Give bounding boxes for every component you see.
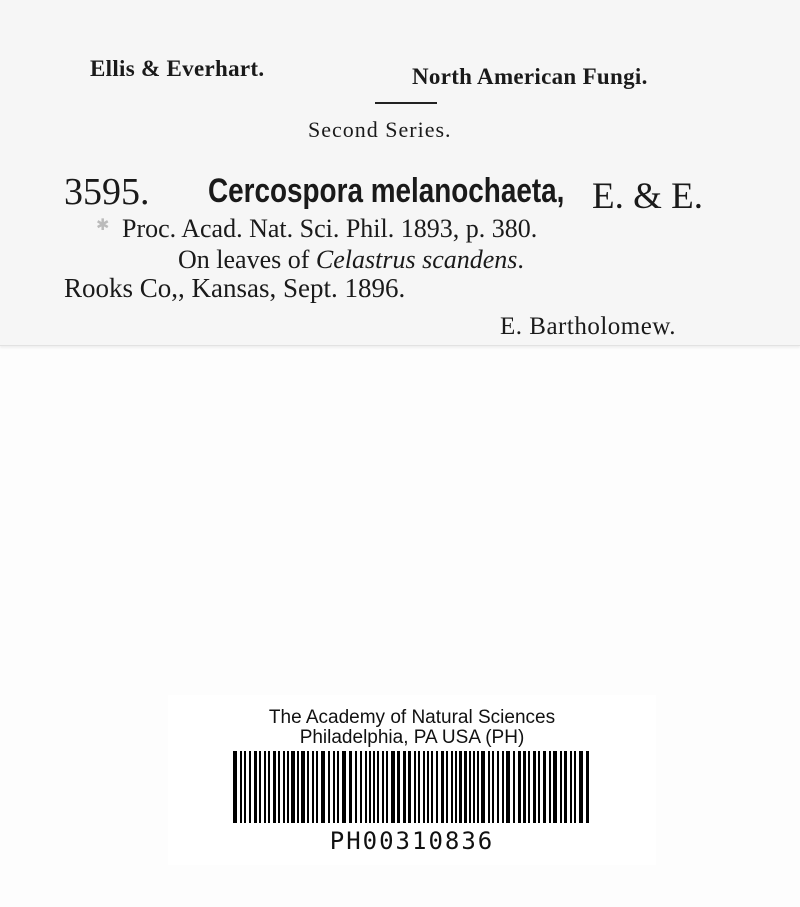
barcode-bar [513,751,515,823]
barcode-bar [549,751,551,823]
publication-citation: Proc. Acad. Nat. Sci. Phil. 1893, p. 380. [122,214,538,243]
barcode-bar [337,751,339,823]
species-name: Cercospora melanochaeta, [208,172,565,210]
barcode-bar [441,751,444,823]
barcode-bar [328,751,330,823]
barcode-bar [301,751,305,823]
barcode-bar [455,751,457,823]
barcode-bar [574,751,576,823]
locality-line: Rooks Co,, Kansas, Sept. 1896. [64,273,406,303]
barcode-bar [342,751,346,823]
barcode-bar [451,751,453,823]
barcode-bar [268,751,270,823]
barcode-bar [553,751,557,823]
collector-series-heading: Ellis & Everhart. [90,56,265,81]
barcode-bar [349,751,352,823]
host-line [178,245,524,275]
barcode-bar [414,751,416,823]
barcode-bar [523,751,526,823]
host-suffix: . [517,245,524,274]
collector-name: E. Bartholomew. [500,313,676,340]
barcode-bar [469,751,471,823]
barcode-bar [312,751,314,823]
barcode-bar [560,751,562,823]
barcode-bar [506,751,510,823]
barcode-bar [386,751,388,823]
barcode-bar [502,751,504,823]
barcode-bar [254,751,257,823]
barcode-bar [477,751,479,823]
barcode-bar [264,751,266,823]
barcode-bar [287,751,289,823]
institution-location: Philadelphia, PA USA (PH) [299,727,525,748]
barcode-bar [316,751,318,823]
barcode-bar [297,751,299,823]
barcode-bar [518,751,521,823]
barcode-bar [436,751,438,823]
barcode-bar [382,751,384,823]
barcode-bar [423,751,425,823]
barcode-bar [355,751,357,823]
barcode-bar [481,751,485,823]
barcode-bar [259,751,261,823]
barcode-bar [377,751,379,823]
divider-rule [375,102,437,104]
barcode-bar [586,751,589,823]
barcode-bar [278,751,280,823]
barcode-bar [497,751,499,823]
barcode-bar [464,751,467,823]
barcode-bar [488,751,490,823]
specimen-label [0,0,800,346]
barcode-bar [273,751,276,823]
barcode-bar [446,751,448,823]
institution-name: The Academy of Natural Sciences [268,707,556,728]
barcode-bar [418,751,420,823]
institution-barcode-label [168,695,656,865]
barcode-bar [427,751,429,823]
series-label: Second Series. [308,117,452,142]
barcode-bar [307,751,309,823]
barcode-bar [533,751,536,823]
series-title-heading: North American Fungi. [412,64,648,89]
barcode-bar [459,751,462,823]
species-authority: E. & E. [592,176,703,217]
barcode-bar [543,751,546,823]
barcode-bar [528,751,530,823]
barcode-bar [321,751,325,823]
barcode-bar [240,751,242,823]
barcode-bar [333,751,335,823]
barcode-bar [369,751,371,823]
barcode-bar [373,751,375,823]
barcode-bar [570,751,572,823]
barcode-bar [249,751,251,823]
barcode-bar [579,751,583,823]
barcode-bar [538,751,540,823]
host-name: Celastrus scandens [315,245,518,274]
barcode-bar [408,751,411,823]
specimen-number: 3595. [64,171,150,213]
barcode-bar [360,751,362,823]
barcode-bar [391,751,395,823]
barcode-bar [244,751,246,823]
asterisk-mark-icon: ✱ [96,217,110,234]
barcode-icon [233,751,593,823]
barcode-bar [291,751,295,823]
barcode-bar [403,751,406,823]
barcode-bar [365,751,367,823]
barcode-bar [233,751,237,823]
barcode-number: PH00310836 [329,827,495,855]
barcode-bar [431,751,433,823]
barcode-bar [564,751,567,823]
host-prefix: On leaves of [178,245,316,274]
barcode-bar [473,751,475,823]
barcode-bar [492,751,494,823]
barcode-bar [283,751,285,823]
barcode-bar [397,751,400,823]
